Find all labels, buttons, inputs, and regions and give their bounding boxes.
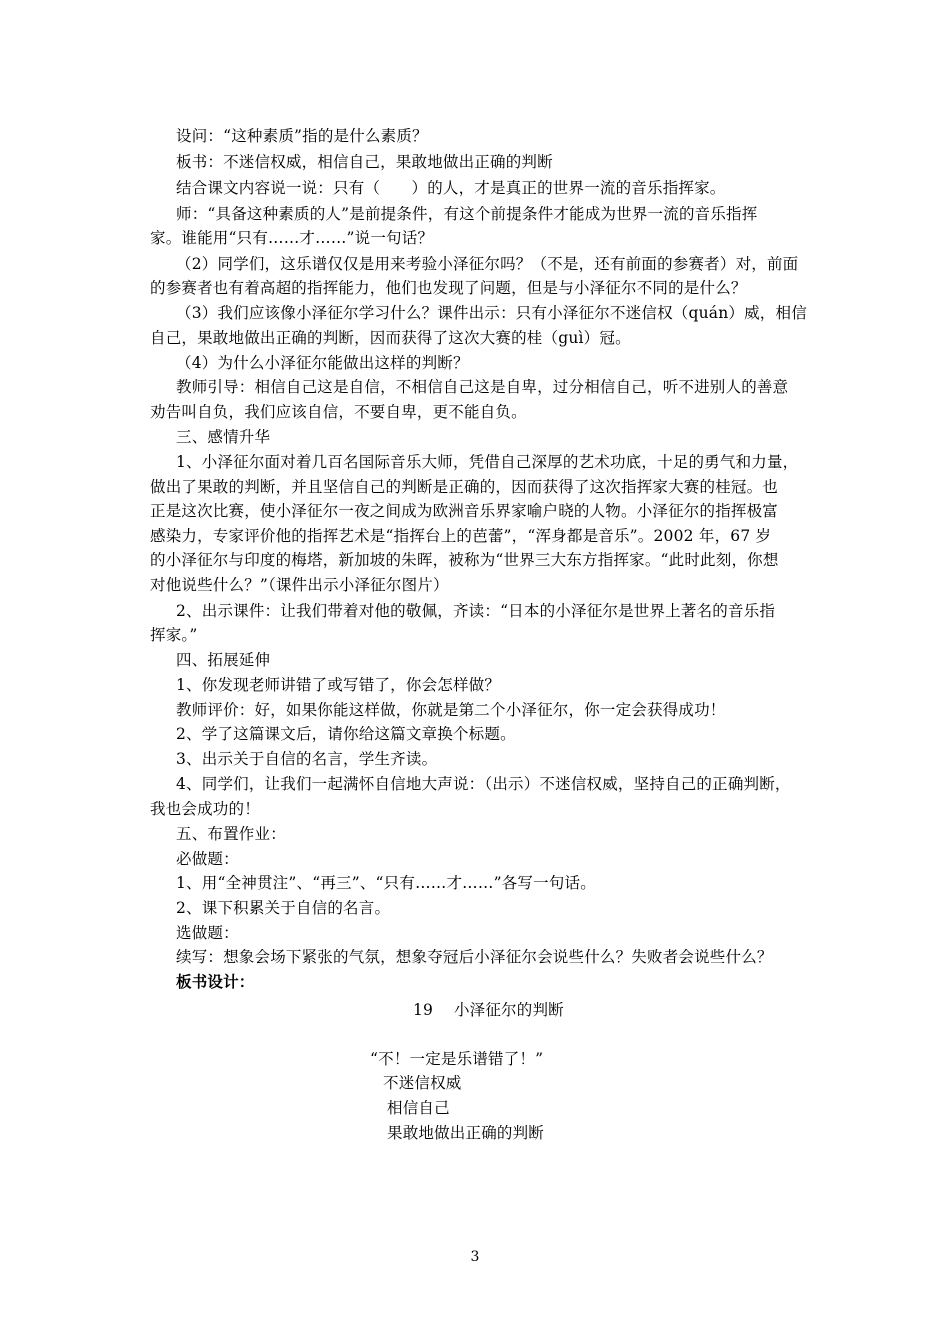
text-line: 2、出示课件：让我们带着对他的敬佩，齐读：“日本的小泽征尔是世界上著名的音乐指 [176,602,776,620]
text-line: 板书：不迷信权威，相信自己，果敢地做出正确的判断 [176,153,553,171]
text-line: 教师评价：好，如果你能这样做，你就是第二个小泽征尔，你一定会获得成功！ [176,701,726,719]
blackboard-item: 相信自己 [387,1099,450,1117]
text-line: 的参赛者也有着高超的指挥能力，他们也发现了问题，但是与小泽征尔不同的是什么？ [150,279,747,297]
section-heading: 三、感情升华 [176,428,271,446]
blackboard-item: 果敢地做出正确的判断 [387,1124,545,1142]
text-line: 对他说些什么？”（课件出示小泽征尔图片） [150,576,449,594]
text-line: 选做题： [176,924,239,942]
text-line: 4、同学们，让我们一起满怀自信地大声说：（出示）不迷信权威，坚持自己的正确判断， [176,775,791,793]
text-line: 挥家。” [150,626,198,644]
text-line: 师：“具备这种素质的人”是前提条件，有这个前提条件才能成为世界一流的音乐指挥 [176,205,758,223]
text-line: 1、你发现老师讲错了或写错了，你会怎样做？ [176,676,501,694]
text-line: （4）为什么小泽征尔能做出这样的判断？ [176,354,469,372]
text-line: 劝告叫自负，我们应该自信，不要自卑，更不能自负。 [150,403,527,421]
page-number: 3 [470,1249,480,1265]
text-line: 1、小泽征尔面对着几百名国际音乐大师，凭借自己深厚的艺术功底，十足的勇气和力量， [176,453,799,471]
blackboard-heading: 板书设计： [176,972,255,991]
text-line: 做出了果敢的判断，并且坚信自己的判断是正确的，因而获得了这次指挥家大赛的桂冠。也 [150,478,779,496]
text-line: 的小泽征尔与印度的梅塔，新加坡的朱晖，被称为“世界三大东方指挥家。“此时此刻，你想 [150,551,779,569]
text-line: 结合课文内容说一说：只有（ ）的人，才是真正的世界一流的音乐指挥家。 [176,179,726,197]
section-heading: 五、布置作业： [176,825,286,843]
text-line: 正是这次比赛，使小泽征尔一夜之间成为欧洲音乐界家喻户晓的人物。小泽征尔的指挥极富 [150,502,779,520]
text-line: 我也会成功的！ [150,800,260,818]
text-line: 必做题： [176,850,239,868]
text-line: （2）同学们，这乐谱仅仅是用来考验小泽征尔吗？（不是，还有前面的参赛者）对，前面 [176,255,799,273]
blackboard-item: 不迷信权威 [383,1074,462,1092]
text-line: 1、用“全神贯注”、“再三”、“只有……才……”各写一句话。 [176,874,596,892]
text-line: 感染力，专家评价他的指挥艺术是“指挥台上的芭蕾”，“浑身都是音乐”。2002 年，67 岁 [150,527,772,545]
text-line: 设问：“这种素质”指的是什么素质？ [176,127,428,145]
section-heading: 四、拓展延伸 [176,651,271,669]
text-line: 3、出示关于自信的名言，学生齐读。 [176,750,438,768]
text-line: 2、课下积累关于自信的名言。 [176,899,391,917]
blackboard-title: 19 小泽征尔的判断 [413,1001,564,1019]
text-line: 自己，果敢地做出正确的判断，因而获得了这次大赛的桂（guì）冠。 [150,329,631,347]
blackboard-quote: “不！一定是乐谱错了！” [370,1050,544,1068]
text-line: 续写：想象会场下紧张的气氛，想象夺冠后小泽征尔会说些什么？失败者会说些什么？ [176,948,773,966]
text-line: （3）我们应该像小泽征尔学习什么？课件出示：只有小泽征尔不迷信权（quán）威，相信 [176,304,807,322]
text-line: 2、学了这篇课文后，请你给这篇文章换个标题。 [176,725,516,743]
text-line: 教师引导：相信自己这是自信，不相信自己这是自卑，过分相信自己，听不进别人的善意 [176,378,789,396]
text-line: 家。谁能用“只有……才……”说一句话？ [150,229,434,247]
